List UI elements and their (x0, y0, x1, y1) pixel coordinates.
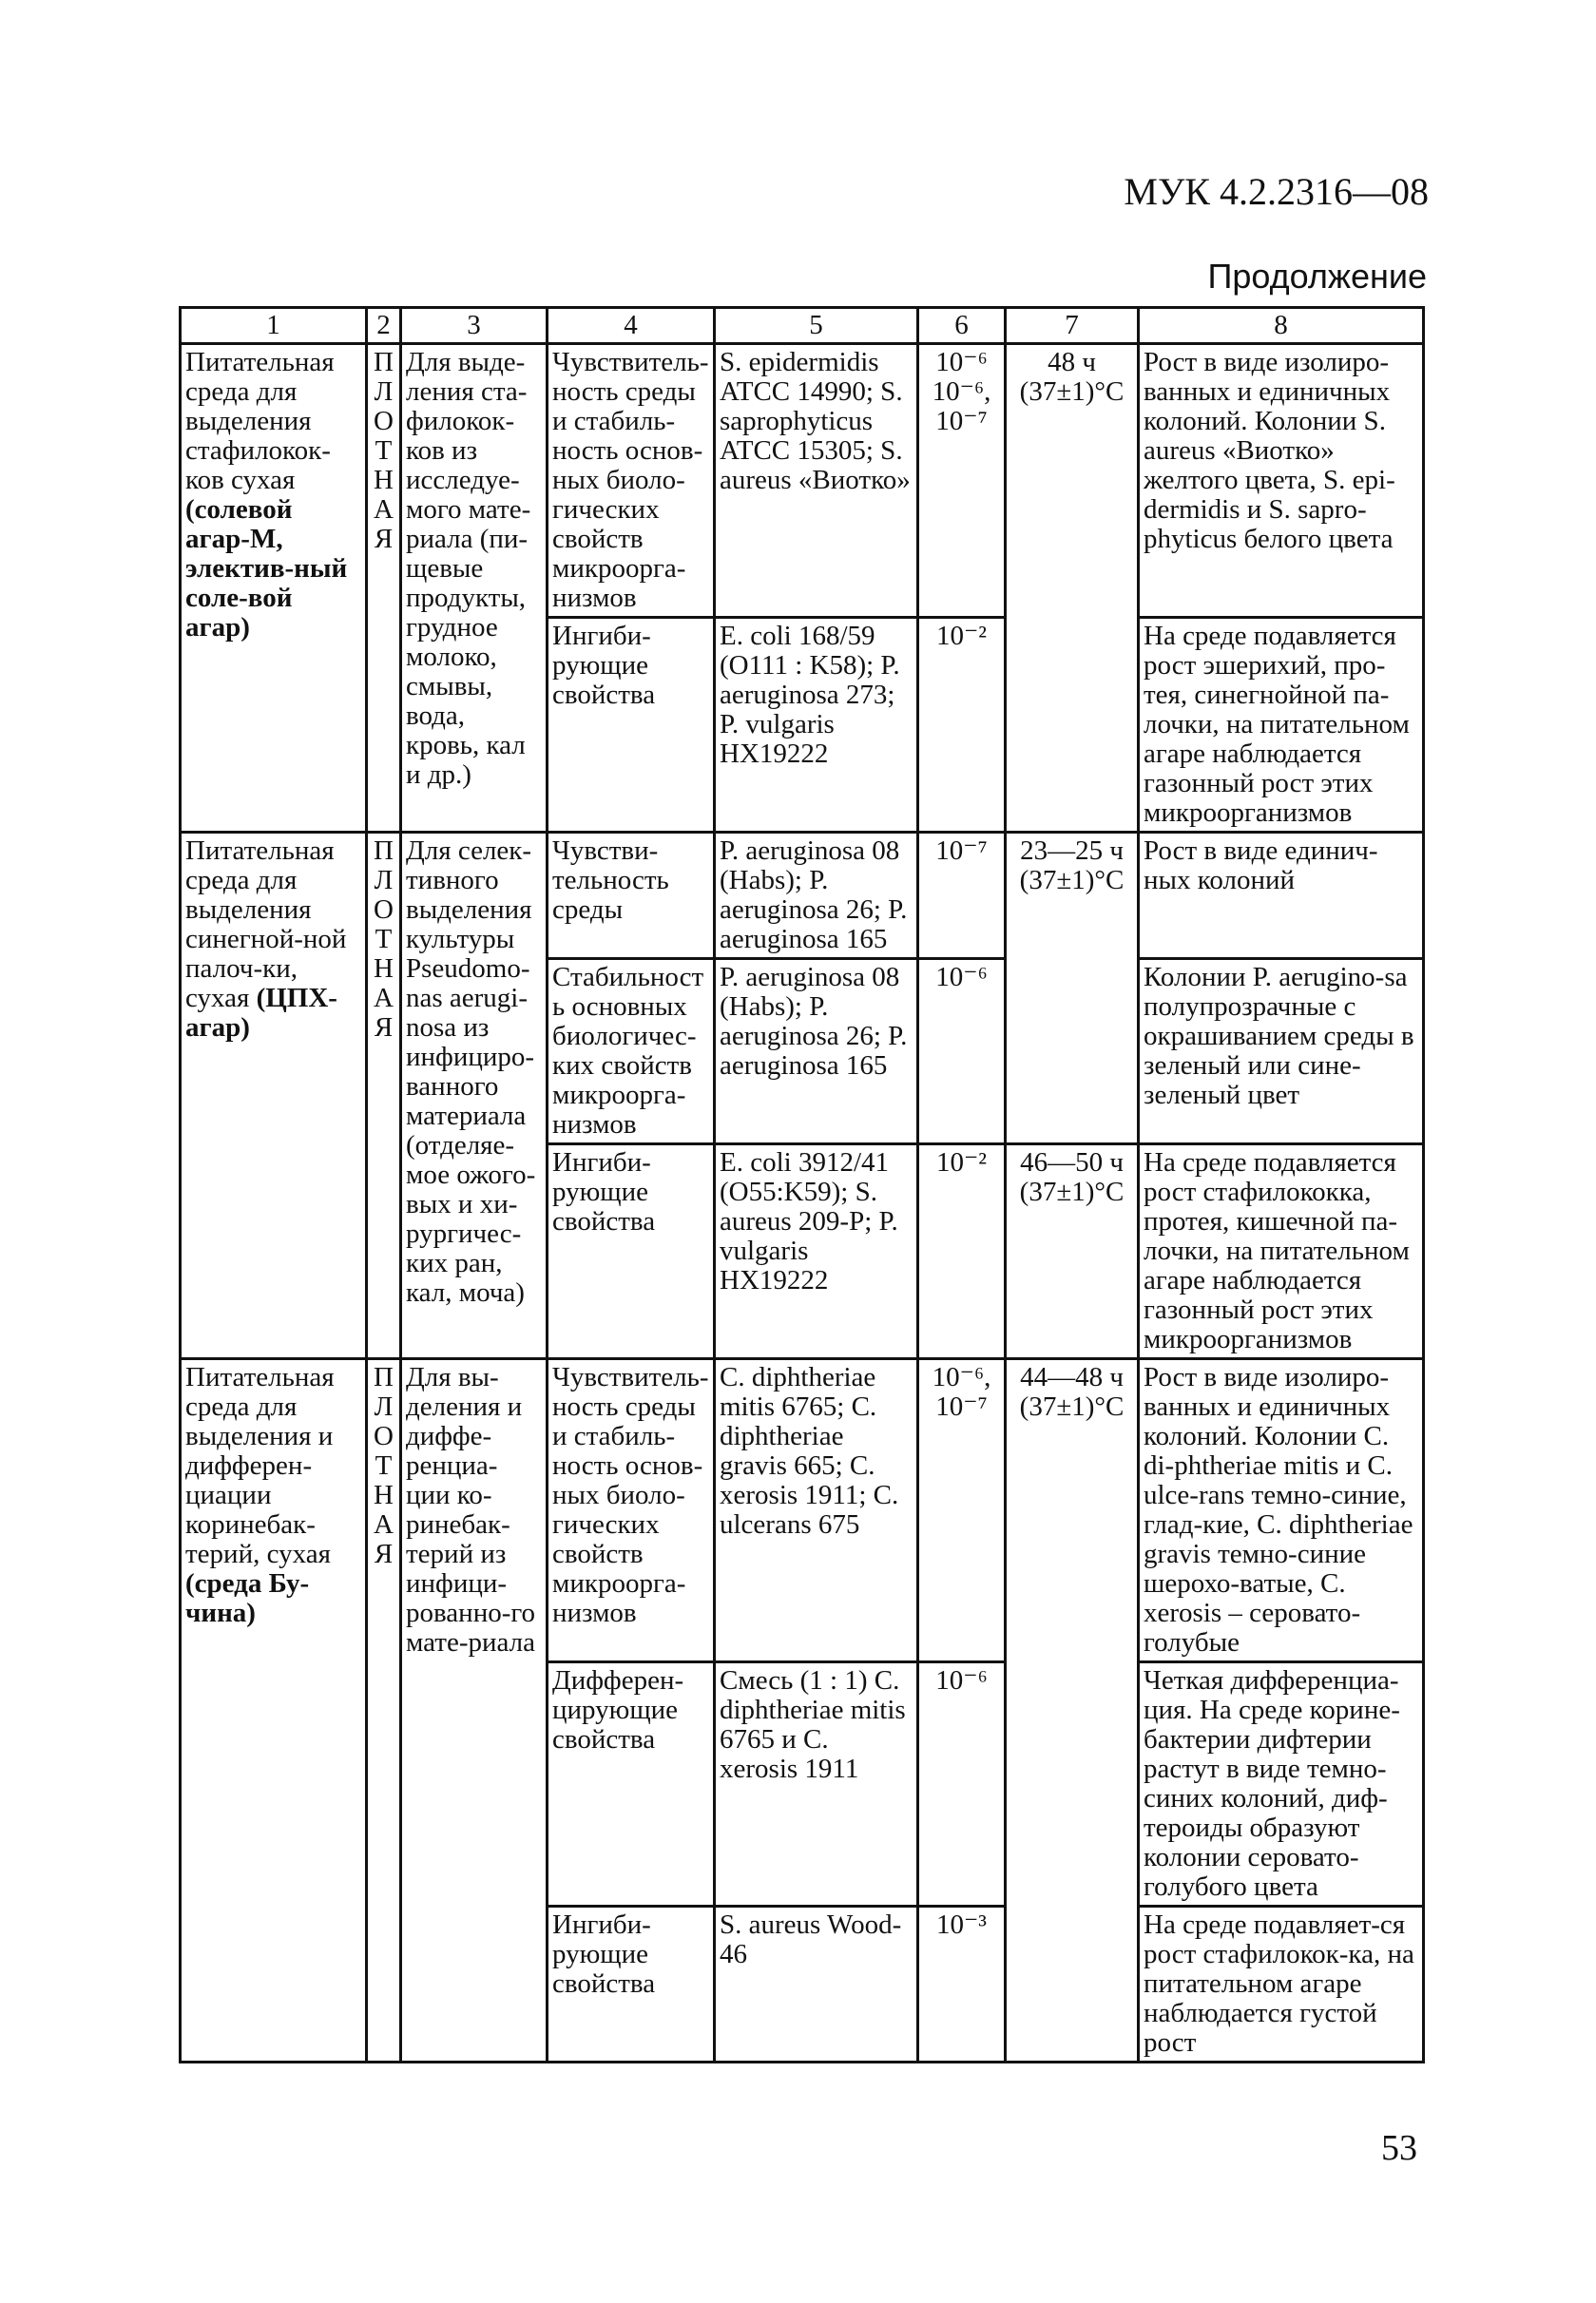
form-letter: Л (374, 865, 394, 895)
property-cell: Чувстви-тельность среды (548, 833, 715, 959)
table-row (181, 833, 1424, 959)
form-letter: Л (374, 1391, 394, 1422)
medium-name-bold: (солевой агар-М, электив-ный соле-вой агар) (185, 494, 348, 643)
property-cell: Ингиби-рующие свойства (548, 1144, 715, 1359)
property-cell: Ингиби-рующие свойства (548, 618, 715, 833)
column-number: 5 (715, 308, 918, 344)
strains-cell: C. diphtheriae mitis 6765; C. diphtheriae gravis 665; C. xerosis 1911; C. ulcerans 675 (715, 1359, 918, 1662)
medium-name: Питательная среда для выделения стафилокок-ков сухая (185, 347, 335, 495)
medium-name: Питательная среда для выделения и дифферен-циации коринебак-терий, сухая (185, 1362, 335, 1569)
document-code: МУК 4.2.2316—08 (1124, 170, 1429, 213)
form-cell (367, 833, 401, 1359)
form-letter: Я (374, 524, 394, 554)
form-letter: Н (374, 465, 394, 495)
column-number: 7 (1006, 308, 1139, 344)
result-cell: На среде подавляет-ся рост стафилокок-ка, на питательном агаре наблюдается густой рост (1139, 1907, 1424, 2063)
form-letter: Т (375, 1450, 393, 1481)
property-cell: Ингиби-рующие свойства (548, 1907, 715, 2063)
property-cell: Чувствитель-ность среды и стабиль-ность основ-ных биоло-гических свойств микроорга-низмов (548, 344, 715, 618)
medium-name-bold: (ЦПХ-агар) (185, 983, 337, 1043)
strains-cell: Смесь (1 : 1) C. diphtheriae mitis 6765 и C. xerosis 1911 (715, 1662, 918, 1907)
form-cell (367, 344, 401, 833)
dilution-cell: 10⁻⁷ (918, 833, 1006, 959)
strains-cell: S. epidermidis ATCC 14990; S. saprophyticus ATCC 15305; S. aureus «Виотко» (715, 344, 918, 618)
form-letter: Я (374, 1539, 394, 1569)
dilution-cell: 10⁻³ (918, 1907, 1006, 2063)
result-cell: Рост в виде единич-ных колоний (1139, 833, 1424, 959)
column-number: 1 (181, 308, 367, 344)
result-cell: Рост в виде изолиро-ванных и единичных колоний. Колонии C. di-phtheriae mitis и C. ulce-rans темно-синие, глад-кие, C. diphtheriae gravis темно-синие шерохо-ватые, C. xerosis – серовато-голубые (1139, 1359, 1424, 1662)
property-cell: Стабильность основных биологичес-ких свойств микроорга-низмов (548, 959, 715, 1144)
strains-cell: P. aeruginosa 08 (Habs); P. aeruginosa 26; P. aeruginosa 165 (715, 959, 918, 1144)
purpose-cell: Для вы-деления и диффе-ренциа-ции ко-ринебак-терий из инфици-рованно-го мате-риала (401, 1359, 548, 2063)
form-letter: А (374, 1509, 394, 1540)
dilution-cell: 10⁻⁶ (918, 959, 1006, 1144)
result-cell: На среде подавляется рост эшерихий, про-тея, синегнойной па-лочки, на питательном агаре наблюдается газонный рост этих микроорганизмов (1139, 618, 1424, 833)
media-table (179, 306, 1425, 2063)
column-number: 2 (367, 308, 401, 344)
time-cell: 44—48 ч (37±1)°С (1006, 1359, 1139, 2063)
continuation-label: Продолжение (1207, 257, 1427, 296)
table-row (181, 344, 1424, 618)
column-number-row (181, 308, 1424, 344)
dilution-cell: 10⁻² (918, 618, 1006, 833)
form-letter: Т (375, 435, 393, 466)
time-cell: 23—25 ч (37±1)°С (1006, 833, 1139, 1144)
dilution-cell: 10⁻⁶, 10⁻⁷ (918, 1359, 1006, 1662)
form-letter: О (374, 894, 394, 925)
column-number: 8 (1139, 308, 1424, 344)
form-letter: Я (374, 1012, 394, 1043)
purpose-cell: Для селек-тивного выделения культуры Pseudomo-nas aerugi-nosa из инфициро-ванного материала (отделяе-мое ожого-вых и хи-рургичес-ких ран, кал, моча) (401, 833, 548, 1359)
medium-name-bold: (среда Бу-чина) (185, 1568, 310, 1628)
time-cell: 46—50 ч (37±1)°С (1006, 1144, 1139, 1359)
dilution-cell: 10⁻⁶ (918, 1662, 1006, 1907)
strains-cell: E. coli 3912/41 (O55:K59); S. aureus 209-P; P. vulgaris HX19222 (715, 1144, 918, 1359)
strains-cell: P. aeruginosa 08 (Habs); P. aeruginosa 26; P. aeruginosa 165 (715, 833, 918, 959)
form-letter: П (374, 347, 394, 377)
form-letter: О (374, 1421, 394, 1451)
form-letter: О (374, 406, 394, 436)
form-letter: П (374, 1362, 394, 1392)
property-cell: Чувствитель-ность среды и стабиль-ность основ-ных биоло-гических свойств микроорга-низмов (548, 1359, 715, 1662)
strains-cell: S. aureus Wood- 46 (715, 1907, 918, 2063)
form-cell (367, 1359, 401, 2063)
purpose-cell: Для выде-ления ста-филокок-ков из исследуе-мого мате-риала (пи-щевые продукты, грудное молоко, смывы, вода, кровь, кал и др.) (401, 344, 548, 833)
result-cell: Рост в виде изолиро-ванных и единичных колоний. Колонии S. aureus «Виотко» желтого цвета, S. epi-dermidis и S. sapro-phyticus белого цвета (1139, 344, 1424, 618)
result-cell: На среде подавляется рост стафилококка, протея, кишечной па-лочки, на питательном агаре наблюдается газонный рост этих микроорганизмов (1139, 1144, 1424, 1359)
form-letter: А (374, 983, 394, 1013)
table-row (181, 1359, 1424, 1662)
form-letter: А (374, 494, 394, 525)
form-letter: П (374, 835, 394, 866)
form-letter: Н (374, 1480, 394, 1510)
column-number: 3 (401, 308, 548, 344)
dilution-cell: 10⁻² (918, 1144, 1006, 1359)
medium-name-cell (181, 344, 367, 833)
medium-name-cell (181, 833, 367, 1359)
column-number: 4 (548, 308, 715, 344)
time-cell: 48 ч (37±1)°С (1006, 344, 1139, 833)
form-letter: Л (374, 376, 394, 407)
property-cell: Дифферен-цирующие свойства (548, 1662, 715, 1907)
medium-name-cell (181, 1359, 367, 2063)
strains-cell: E. coli 168/59 (O111 : K58); P. aeruginosa 273; P. vulgaris HX19222 (715, 618, 918, 833)
column-number: 6 (918, 308, 1006, 344)
result-cell: Четкая дифференциа-ция. На среде корине-бактерии дифтерии растут в виде темно-синих колоний, диф-тероиды образуют колонии серовато-голубого цвета (1139, 1662, 1424, 1907)
medium-name: Питательная среда для выделения синегной-ной палоч-ки, сухая (185, 835, 347, 1013)
dilution-cell: 10⁻⁶ 10⁻⁶, 10⁻⁷ (918, 344, 1006, 618)
result-cell: Колонии P. aerugino-sa полупрозрачные с окрашиванием среды в зеленый или сине-зеленый цвет (1139, 959, 1424, 1144)
form-letter: Т (375, 924, 393, 954)
form-letter: Н (374, 953, 394, 984)
page-number: 53 (1381, 2128, 1417, 2168)
